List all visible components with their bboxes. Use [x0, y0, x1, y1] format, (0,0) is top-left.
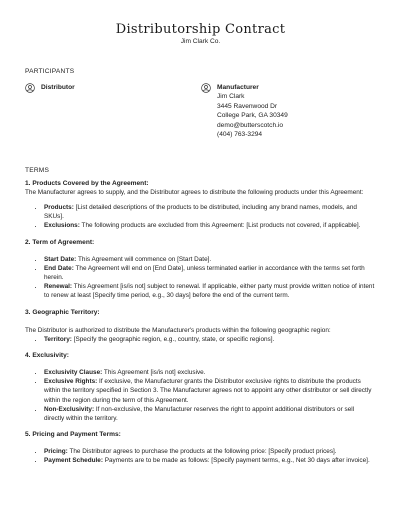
list-item: • Payment Schedule: Payments are to be made as follows: [Specify payment terms, e.g., Net 30 days after invoice]. [44, 456, 376, 465]
user-icon [201, 83, 211, 93]
document-subtitle: Jim Clark Co. [180, 38, 221, 46]
list-item: • Start Date: This Agreement will commence on [Start Date]. [44, 255, 376, 264]
manufacturer-party [201, 83, 288, 140]
list-item: • Exclusivity Clause: This Agreement [is/is not] exclusive. [44, 368, 376, 377]
list-item: • Territory: [Specify the geographic region, e.g., country, state, or specific regions]. [44, 335, 376, 344]
spacer [25, 317, 376, 326]
participants-label: PARTICIPANTS [25, 68, 75, 76]
list-item: • Non-Exclusivity: If non-exclusive, the Manufacturer reserves the right to appoint additional distributors or sell directly within the territory. [44, 405, 376, 423]
list-item: • Renewal: This Agreement [is/is not] subject to renewal. If applicable, either party must provide written notice of intent to renew at least [Specify time period, e.g., 30 days] before the end of the current term. [44, 282, 376, 300]
manufacturer-name: Jim Clark [217, 93, 245, 101]
document-title: Distributorship Contract [115, 22, 286, 37]
distributor-party [25, 83, 201, 140]
user-icon [25, 83, 35, 93]
section-5-list [25, 447, 376, 465]
section-4-heading: 4. Exclusivity: [25, 352, 69, 360]
section-3-heading: 3. Geographic Territory: [25, 308, 100, 316]
distributor-role: Distributor [41, 83, 75, 91]
section-1-list [25, 203, 376, 231]
section-1-intro: The Manufacturer agrees to supply, and the Distributor agrees to distribute the following products under this Agreement: [25, 188, 364, 196]
section-1-heading: 1. Products Covered by the Agreement: [25, 179, 149, 187]
list-item: • Products: [List detailed descriptions of the products to be distributed, including any brand names, models, and SKUs]. [44, 203, 376, 221]
list-item: • Exclusions: The following products are excluded from this Agreement: [List products not covered, if applicable]. [44, 221, 376, 230]
manufacturer-phone: (404) 763-3294 [217, 131, 263, 139]
section-4-list [25, 368, 376, 423]
manufacturer-email[interactable]: demo@butterscotch.io [217, 121, 284, 129]
manufacturer-role: Manufacturer [217, 83, 259, 91]
section-2-list [25, 255, 376, 301]
manufacturer-street: 3445 Ravenwood Dr [217, 102, 278, 110]
section-3-list [25, 335, 376, 344]
list-item: • Pricing: The Distributor agrees to purchase the products at the following price: [Specify product prices]. [44, 447, 376, 456]
list-item: • Exclusive Rights: If exclusive, the Manufacturer grants the Distributor exclusive rights to distribute the products within the territory specified in Section 3. The Manufacturer agrees not to appoint any other distributor or sell directly within the region during the term of this Agreement. [44, 377, 376, 405]
section-2-heading: 2. Term of Agreement: [25, 238, 95, 246]
terms-label: TERMS [25, 166, 50, 174]
section-5-heading: 5. Pricing and Payment Terms: [25, 431, 121, 439]
participants-section [25, 83, 376, 140]
list-item: • End Date: The Agreement will end on [End Date], unless terminated earlier in accordance with the terms set forth herein. [44, 264, 376, 282]
section-3-intro: The Distributor is authorized to distribute the Manufacturer's products within the following geographic region: [25, 326, 331, 334]
manufacturer-city: College Park, GA 30349 [217, 112, 288, 120]
